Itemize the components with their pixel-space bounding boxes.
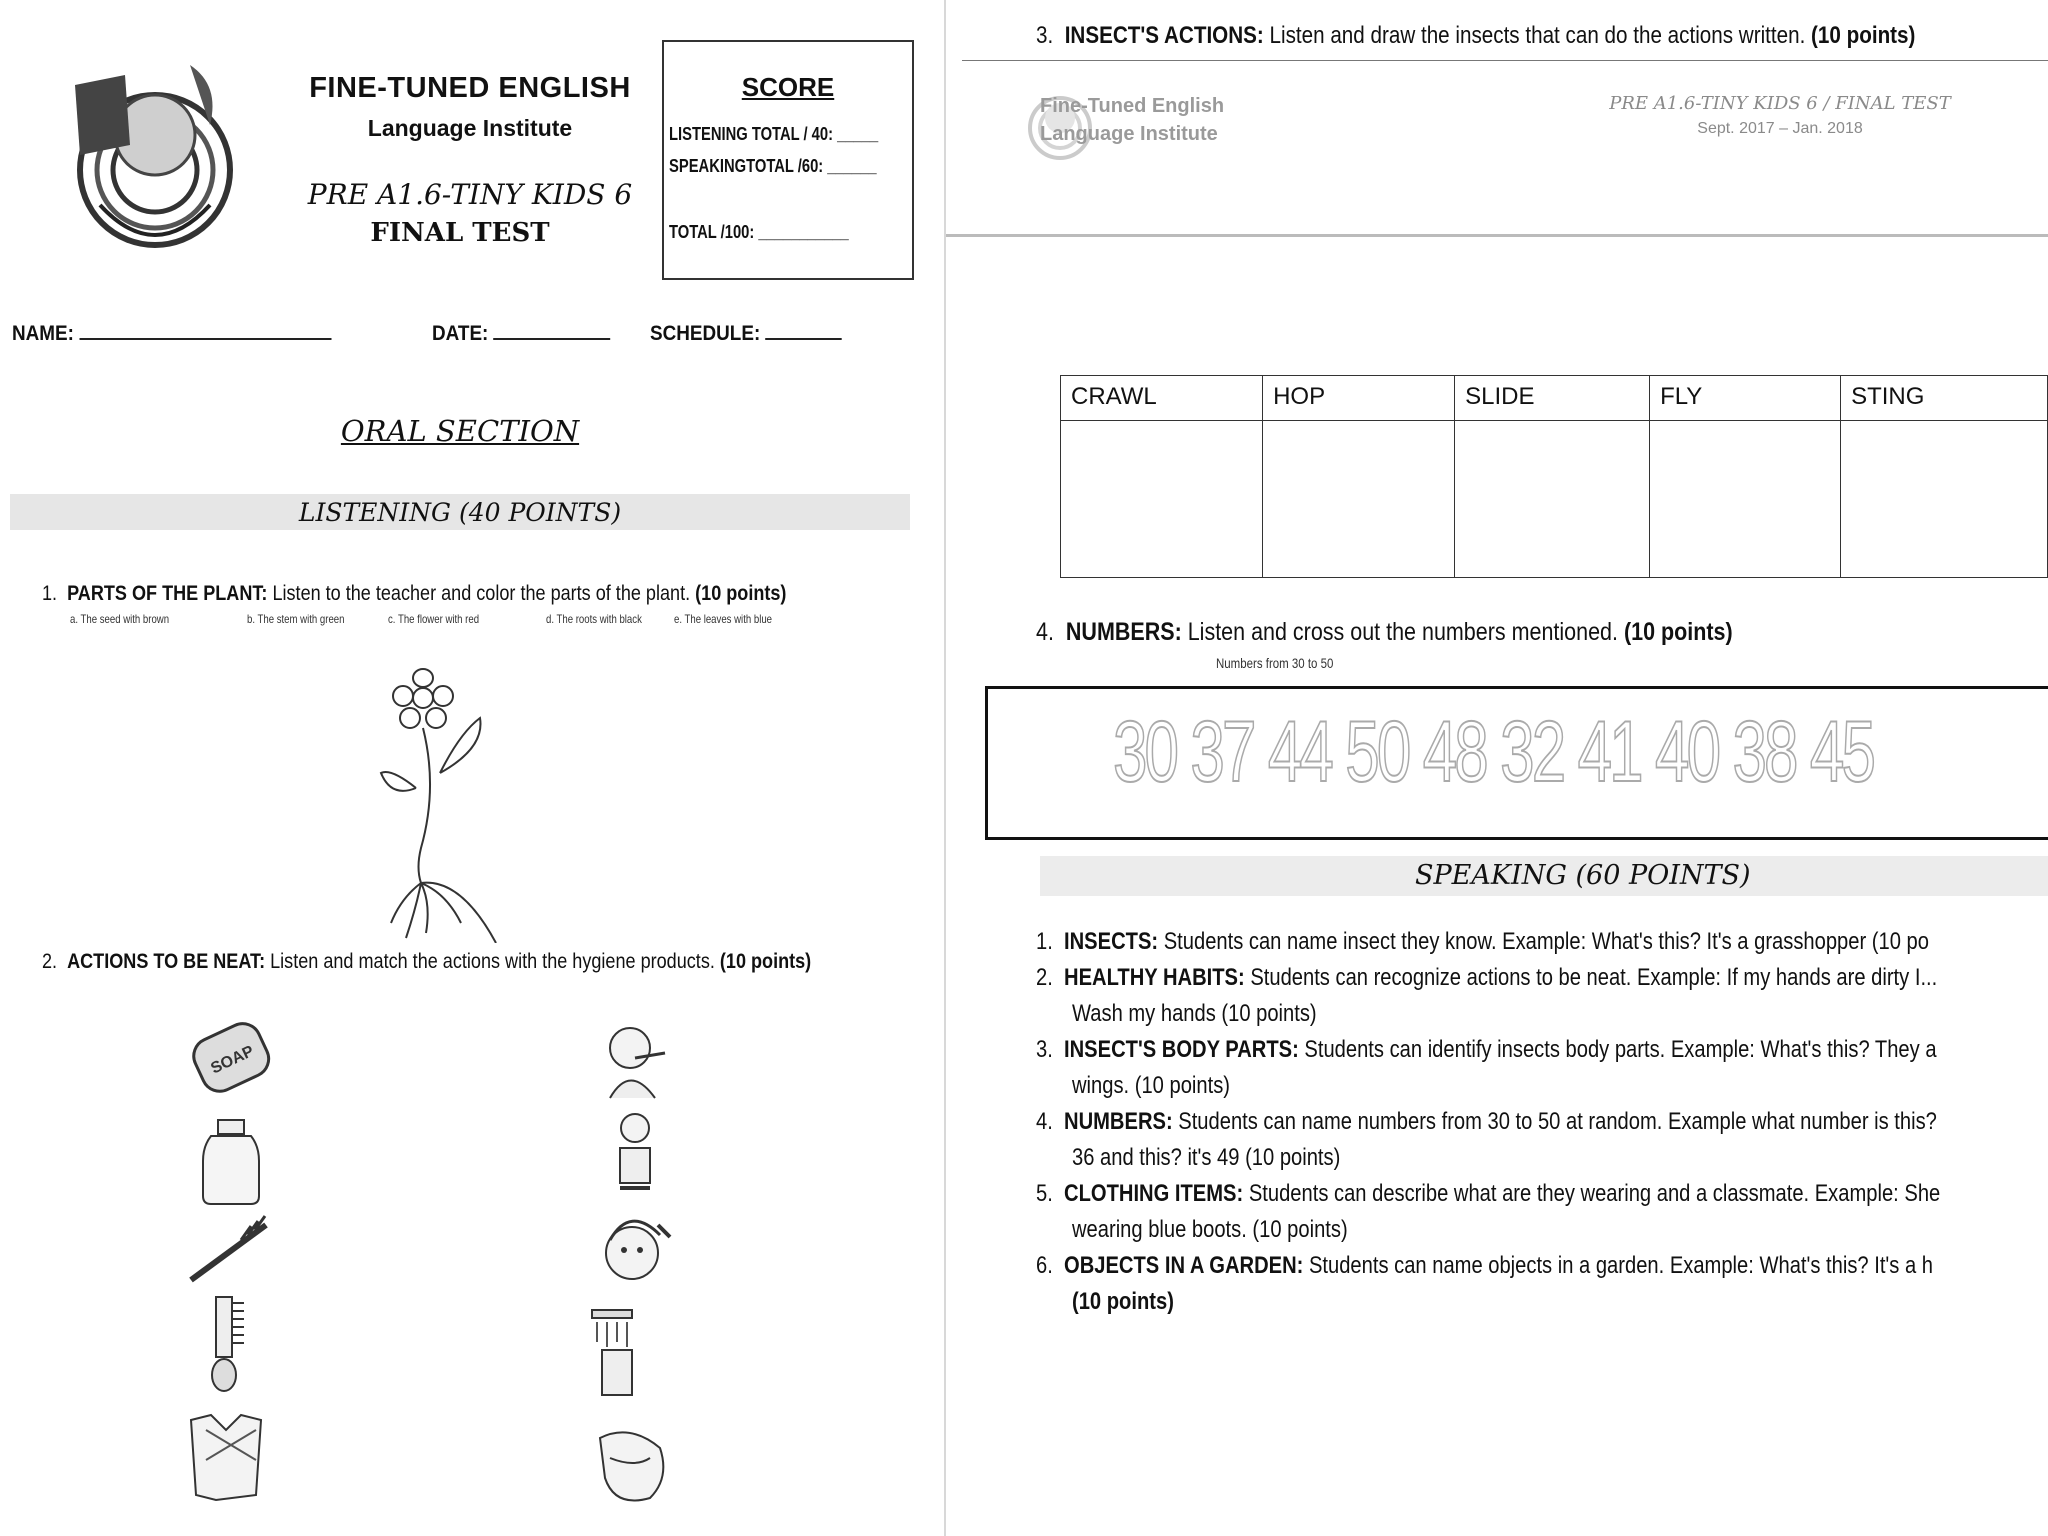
sp5-number: 5. <box>1036 1180 1053 1207</box>
shampoo-image[interactable] <box>186 1118 276 1208</box>
sp5-label: CLOTHING ITEMS: <box>1064 1180 1244 1207</box>
plant-illustration[interactable] <box>378 668 543 943</box>
q3-points: (10 points) <box>1811 22 1916 49</box>
washing-hands-image[interactable] <box>590 1108 680 1198</box>
q1-number: 1. <box>42 582 58 605</box>
speaking-item-2 <box>1036 960 1937 996</box>
soap-image[interactable] <box>186 1010 276 1100</box>
speaking-header: SPEAKING (60 POINTS) <box>1415 860 1751 891</box>
draw-cell-sting[interactable] <box>1841 421 2048 578</box>
q2-points: (10 points) <box>719 950 812 973</box>
q1-item-e: e. The leaves with blue <box>674 612 773 626</box>
toothbrush-image[interactable] <box>186 1205 276 1295</box>
sp1-number: 1. <box>1036 928 1053 955</box>
oral-section-title: ORAL SECTION <box>340 414 580 448</box>
listening-total-field[interactable]: LISTENING TOTAL / 40: _____ <box>669 124 879 144</box>
test-level: PRE A1.6-TINY KIDS 6 <box>307 178 633 211</box>
col-slide: SLIDE <box>1455 376 1650 421</box>
q2-label: ACTIONS TO BE NEAT: <box>67 950 266 973</box>
listening-header-bar <box>10 494 910 530</box>
speaking-item-6-cont: (10 points) <box>1072 1288 1174 1315</box>
q3-text: Listen and draw the insects that can do the actions written. <box>1263 22 1812 49</box>
date-field[interactable] <box>432 318 611 346</box>
draw-cell-hop[interactable] <box>1263 421 1455 578</box>
q1-item-b: b. The stem with green <box>247 612 345 626</box>
question-4 <box>1036 618 1733 647</box>
institute-name: FINE-TUNED ENGLISH <box>309 72 631 104</box>
sp6-text: Students can name objects in a garden. Example: What's this? It's a h <box>1303 1252 1933 1279</box>
q3-label: INSECT'S ACTIONS: <box>1064 22 1264 49</box>
page-divider <box>944 0 946 1536</box>
sp3-number: 3. <box>1036 1036 1053 1063</box>
col-fly: FLY <box>1650 376 1841 421</box>
q3-number: 3. <box>1036 22 1054 49</box>
soap-label: SOAP <box>208 1042 257 1078</box>
speaking-item-3-cont: wings. (10 points) <box>1072 1072 1230 1099</box>
sp4-number: 4. <box>1036 1108 1053 1135</box>
q1-item-a: a. The seed with brown <box>70 612 170 626</box>
institute-logo <box>70 55 240 270</box>
schedule-line[interactable] <box>766 318 843 340</box>
watermark-test-info <box>1560 93 2000 138</box>
watermark-line2: Language Institute <box>1040 123 1218 145</box>
col-sting: STING <box>1841 376 2048 421</box>
speaking-item-5 <box>1036 1176 1940 1212</box>
sp3-text: Students can identify insects body parts. Example: What's this? They a <box>1298 1036 1937 1063</box>
speaking-item-4 <box>1036 1104 1937 1140</box>
sp4-text: Students can name numbers from 30 to 50 at random. Example what number is this? <box>1172 1108 1937 1135</box>
watermark-test-line: PRE A1.6-TINY KIDS 6 / FINAL TEST <box>1609 93 1951 114</box>
date-line[interactable] <box>494 318 611 340</box>
watermark-institute <box>1040 92 1224 148</box>
combing-hair-image[interactable] <box>590 1205 680 1295</box>
sp1-text: Students can name insect they know. Example: What's this? It's a grasshopper (10 po <box>1158 928 1929 955</box>
sp6-label: OBJECTS IN A GARDEN: <box>1064 1252 1304 1279</box>
numbers-box[interactable] <box>985 686 2048 840</box>
q1-label: PARTS OF THE PLANT: <box>67 582 268 605</box>
name-field[interactable] <box>12 318 331 346</box>
watermark-date-line: Sept. 2017 – Jan. 2018 <box>1697 120 1863 137</box>
score-title: SCORE <box>741 72 835 102</box>
schedule-field[interactable] <box>650 318 842 346</box>
sp4-label: NUMBERS: <box>1064 1108 1173 1135</box>
test-title: FINAL TEST <box>370 218 550 248</box>
q1-item-d: d. The roots with black <box>546 612 642 626</box>
overall-total-field[interactable]: TOTAL /100: ___________ <box>669 222 849 242</box>
name-label: NAME: <box>12 322 74 345</box>
towel-image[interactable] <box>186 1410 276 1505</box>
sp1-label: INSECTS: <box>1064 928 1159 955</box>
watermark-line1: Fine-Tuned English <box>1040 95 1225 117</box>
shower-image[interactable] <box>572 1300 662 1410</box>
numbers-note: Numbers from 30 to 50 <box>1216 655 1334 671</box>
speaking-item-4-cont: 36 and this? it's 49 (10 points) <box>1072 1144 1341 1171</box>
speaking-item-3 <box>1036 1032 1937 1068</box>
draw-cell-slide[interactable] <box>1455 421 1650 578</box>
question-3 <box>1036 22 1915 50</box>
sp2-number: 2. <box>1036 964 1053 991</box>
drying-hands-image[interactable] <box>590 1418 680 1508</box>
sp6-number: 6. <box>1036 1252 1053 1279</box>
draw-cell-crawl[interactable] <box>1061 421 1263 578</box>
brushing-teeth-image[interactable] <box>590 1018 680 1108</box>
date-label: DATE: <box>432 322 489 345</box>
speaking-item-6 <box>1036 1248 1933 1284</box>
speaking-total-field[interactable]: SPEAKINGTOTAL /60: ______ <box>669 156 877 176</box>
sp3-label: INSECT'S BODY PARTS: <box>1064 1036 1299 1063</box>
sp2-text: Students can recognize actions to be neat. Example: If my hands are dirty I... <box>1244 964 1938 991</box>
q2-text: Listen and match the actions with the hygiene products. <box>265 950 720 973</box>
col-hop: HOP <box>1263 376 1455 421</box>
numbers-list[interactable]: 30 37 44 50 48 32 41 40 38 45 <box>1113 704 1874 800</box>
draw-cell-fly[interactable] <box>1650 421 1841 578</box>
speaking-item-2-cont: Wash my hands (10 points) <box>1072 1000 1317 1027</box>
q1-item-c: c. The flower with red <box>388 612 480 626</box>
q4-points: (10 points) <box>1623 618 1733 646</box>
col-crawl: CRAWL <box>1061 376 1263 421</box>
comb-image[interactable] <box>186 1295 276 1395</box>
speaking-item-1 <box>1036 924 1929 960</box>
header-rule-top <box>962 60 2048 61</box>
question-1 <box>42 582 786 606</box>
speaking-item-5-cont: wearing blue boots. (10 points) <box>1072 1216 1348 1243</box>
q4-text: Listen and cross out the numbers mentioned. <box>1181 618 1624 646</box>
name-line[interactable] <box>79 318 331 340</box>
q4-number: 4. <box>1036 618 1054 646</box>
q1-points: (10 points) <box>695 582 787 605</box>
listening-header: LISTENING (40 POINTS) <box>298 498 622 527</box>
insect-actions-table <box>1060 375 2048 578</box>
header-rule-bottom <box>946 234 2048 237</box>
question-2 <box>42 950 811 974</box>
institute-subtitle: Language Institute <box>367 115 573 141</box>
sp2-label: HEALTHY HABITS: <box>1064 964 1245 991</box>
q2-number: 2. <box>42 950 58 973</box>
q1-text: Listen to the teacher and color the parts of the plant. <box>267 582 696 605</box>
score-box <box>662 40 914 280</box>
schedule-label: SCHEDULE: <box>650 322 761 345</box>
q4-label: NUMBERS: <box>1065 618 1182 646</box>
sp5-text: Students can describe what are they wearing and a classmate. Example: She <box>1243 1180 1941 1207</box>
speaking-header-bar <box>1040 856 2048 896</box>
